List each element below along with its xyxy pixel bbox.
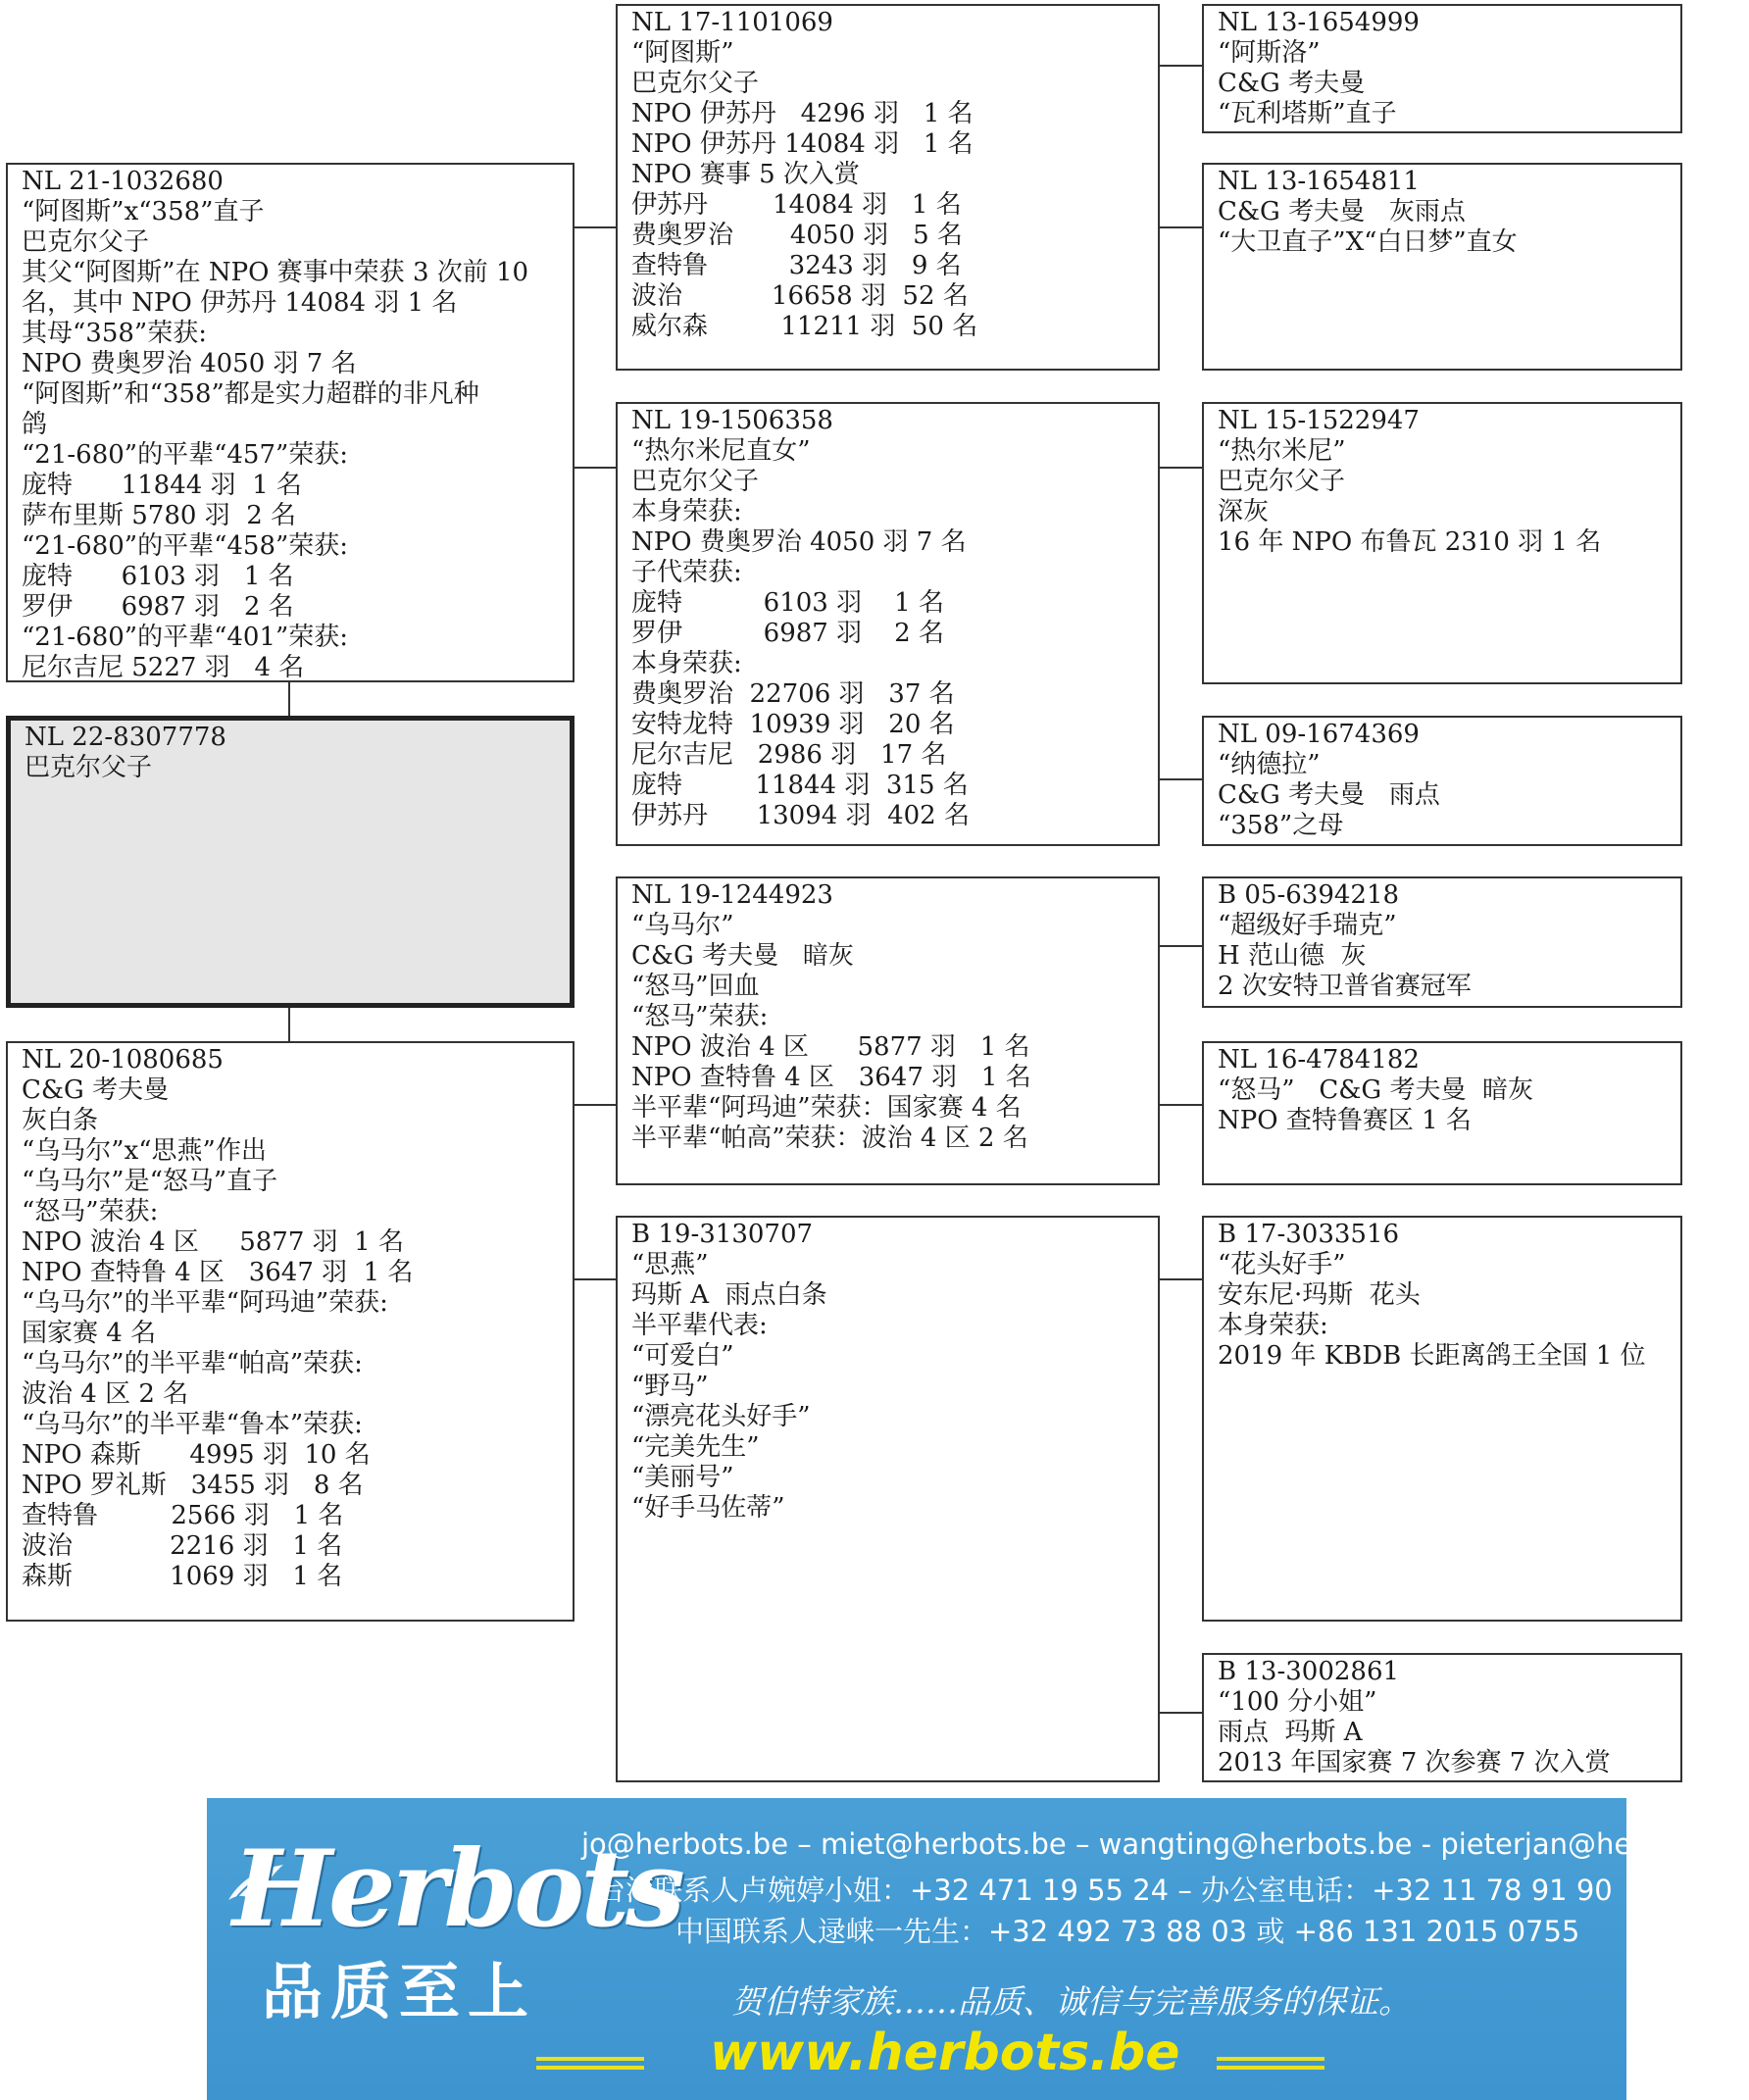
ggp-line: NL 13-1654999 bbox=[1218, 8, 1420, 37]
dam-line: C&G 考夫曼 bbox=[22, 1075, 170, 1105]
ggp-line: C&G 考夫曼 灰雨点 bbox=[1218, 197, 1466, 226]
ggp-line: B 17-3033516 bbox=[1218, 1220, 1400, 1249]
logo-wordmark: Herbots bbox=[232, 1827, 681, 1951]
sire-line: “阿图斯”和“358”都是实力超群的非凡种 bbox=[22, 379, 479, 409]
ggp-line: NPO 查特鲁赛区 1 名 bbox=[1218, 1106, 1472, 1135]
ggp-line: “瓦利塔斯”直子 bbox=[1218, 99, 1397, 128]
ggp-line: B 05-6394218 bbox=[1218, 880, 1400, 910]
gp-line: 威尔森 11211 羽 50 名 bbox=[631, 312, 978, 341]
dam-line: “乌马尔”的半平辈“帕高”荣获: bbox=[22, 1349, 363, 1378]
gp-line: NL 19-1244923 bbox=[631, 880, 833, 910]
sire-line: “阿图斯”x“358”直子 bbox=[22, 197, 265, 226]
sire-line: “21-680”的平辈“457”荣获: bbox=[22, 440, 349, 470]
dam-line: “乌马尔”是“怒马”直子 bbox=[22, 1167, 278, 1196]
grandsire-paternal-card bbox=[616, 4, 1160, 371]
ggp-line: 雨点 玛斯 A bbox=[1218, 1718, 1363, 1747]
gp-line: 子代荣获: bbox=[631, 558, 742, 587]
gp-line: 波治 16658 羽 52 名 bbox=[631, 281, 969, 311]
ggp-card-6 bbox=[1202, 1041, 1682, 1185]
dam-line: 波治 2216 羽 1 名 bbox=[22, 1531, 343, 1561]
grandsire-maternal-card bbox=[616, 876, 1160, 1185]
gp-line: 半平辈“帕高”荣获：波治 4 区 2 名 bbox=[631, 1124, 1028, 1153]
ggp-line: “怒马” C&G 考夫曼 暗灰 bbox=[1218, 1075, 1533, 1105]
dam-line: NL 20-1080685 bbox=[22, 1045, 224, 1075]
ggp-line: “大卫直子”X“白日梦”直女 bbox=[1218, 227, 1518, 257]
decor-line-left-2 bbox=[536, 2066, 644, 2070]
subject-ring: NL 22-8307778 bbox=[25, 723, 226, 752]
ggp-card-2 bbox=[1202, 163, 1682, 371]
ggp-line: 深灰 bbox=[1218, 497, 1270, 526]
dam-line: 查特鲁 2566 羽 1 名 bbox=[22, 1501, 344, 1530]
sire-line: 其母“358”荣获: bbox=[22, 319, 207, 348]
gp-line: “热尔米尼直女” bbox=[631, 436, 811, 466]
ggp-line: “358”之母 bbox=[1218, 811, 1344, 840]
gp-line: “完美先生” bbox=[631, 1432, 760, 1462]
connector-gpss-top bbox=[1158, 65, 1204, 67]
connector-gpds-top bbox=[1158, 945, 1204, 947]
ggp-line: 安东尼·玛斯 花头 bbox=[1218, 1280, 1421, 1310]
sire-line: NL 21-1032680 bbox=[22, 167, 224, 196]
gp-line: “阿图斯” bbox=[631, 38, 734, 68]
gp-line: NL 19-1506358 bbox=[631, 406, 833, 435]
sire-line: 巴克尔父子 bbox=[22, 227, 150, 257]
ggp-line: NL 09-1674369 bbox=[1218, 720, 1420, 749]
gp-line: “思燕” bbox=[631, 1250, 709, 1279]
footer-banner bbox=[207, 1798, 1749, 2100]
subject-breeder: 巴克尔父子 bbox=[25, 753, 153, 782]
gp-line: “野马” bbox=[631, 1372, 709, 1401]
ggp-card-1 bbox=[1202, 4, 1682, 133]
gp-line: “可爱白” bbox=[631, 1341, 734, 1371]
dam-line: “乌马尔”的半平辈“鲁本”荣获: bbox=[22, 1410, 363, 1439]
gp-line: “怒马”回血 bbox=[631, 972, 760, 1001]
dam-line: “乌马尔”的半平辈“阿玛迪”荣获: bbox=[22, 1288, 388, 1318]
ggp-line: 2013 年国家赛 7 次参赛 7 次入赏 bbox=[1218, 1748, 1611, 1777]
ggp-card-8 bbox=[1202, 1653, 1682, 1782]
gp-line: 伊苏丹 13094 羽 402 名 bbox=[631, 801, 970, 830]
gp-line: 巴克尔父子 bbox=[631, 69, 760, 98]
ggp-line: “阿斯洛” bbox=[1218, 38, 1321, 68]
gp-line: 本身荣获: bbox=[631, 649, 742, 678]
gp-line: “好手马佐蒂” bbox=[631, 1493, 785, 1523]
dam-line: “怒马”荣获: bbox=[22, 1197, 159, 1226]
decor-line-right bbox=[1217, 2057, 1324, 2061]
connector-dam-gpds bbox=[573, 1104, 617, 1106]
sire-line: 其父“阿图斯”在 NPO 赛事中荣获 3 次前 10 bbox=[22, 258, 529, 287]
ggp-line: H 范山德 灰 bbox=[1218, 941, 1367, 971]
ggp-line: NL 13-1654811 bbox=[1218, 167, 1420, 196]
dam-line: NPO 罗礼斯 3455 羽 8 名 bbox=[22, 1471, 364, 1500]
gp-line: 安特龙特 10939 羽 20 名 bbox=[631, 710, 955, 739]
china-contact: 中国联系人逯崃一先生：+32 492 73 88 03 或 +86 131 2015 0755 bbox=[675, 1915, 1580, 1948]
connector-sire-subject bbox=[288, 682, 290, 716]
connector-gpdd-top bbox=[1158, 1278, 1204, 1280]
gp-line: 查特鲁 3243 羽 9 名 bbox=[631, 251, 962, 280]
gp-line: 伊苏丹 14084 羽 1 名 bbox=[631, 190, 962, 220]
ggp-card-7 bbox=[1202, 1216, 1682, 1622]
gp-line: 尼尔吉尼 2986 羽 17 名 bbox=[631, 740, 947, 770]
ggp-line: 16 年 NPO 布鲁瓦 2310 羽 1 名 bbox=[1218, 527, 1602, 557]
taiwan-contact: 台湾联系人卢婉婷小姐：+32 471 19 55 24 – 办公室电话：+32 11 78 91 90 bbox=[597, 1874, 1613, 1907]
dam-line: 波治 4 区 2 名 bbox=[22, 1379, 189, 1409]
sire-line: 萨布里斯 5780 羽 2 名 bbox=[22, 501, 297, 530]
ggp-line: 2019 年 KBDB 长距离鸽王全国 1 位 bbox=[1218, 1341, 1646, 1371]
gp-line: B 19-3130707 bbox=[631, 1220, 814, 1249]
slogan: 品质至上 bbox=[262, 1956, 537, 2027]
ggp-line: 巴克尔父子 bbox=[1218, 467, 1346, 496]
ggp-line: B 13-3002861 bbox=[1218, 1657, 1400, 1686]
subject-card bbox=[6, 716, 575, 1008]
ggp-line: “超级好手瑞克” bbox=[1218, 911, 1397, 940]
connector-dam-gpdd bbox=[573, 1278, 617, 1280]
dam-line: 灰白条 bbox=[22, 1106, 99, 1135]
ggp-line: NL 16-4784182 bbox=[1218, 1045, 1420, 1075]
connector-sire-gpsd bbox=[573, 467, 617, 469]
decor-line-right-2 bbox=[1217, 2066, 1324, 2070]
ggp-line: C&G 考夫曼 雨点 bbox=[1218, 780, 1440, 810]
ggp-line: NL 15-1522947 bbox=[1218, 406, 1420, 435]
connector-gpdd-bot bbox=[1158, 1712, 1204, 1714]
connector-gpss-bot bbox=[1158, 226, 1204, 228]
gp-line: 巴克尔父子 bbox=[631, 467, 760, 496]
ggp-line: 2 次安特卫普省赛冠军 bbox=[1218, 972, 1472, 1001]
gp-line: NPO 波治 4 区 5877 羽 1 名 bbox=[631, 1032, 1030, 1062]
sire-line: 庞特 11844 羽 1 名 bbox=[22, 471, 302, 500]
sire-line: 尼尔吉尼 5227 羽 4 名 bbox=[22, 653, 305, 682]
gp-line: “漂亮花头好手” bbox=[631, 1402, 811, 1431]
gp-line: NPO 赛事 5 次入赏 bbox=[631, 160, 860, 189]
gp-line: NPO 费奥罗治 4050 羽 7 名 bbox=[631, 527, 967, 557]
gp-line: 半平辈代表: bbox=[631, 1311, 768, 1340]
gp-line: 费奥罗治 4050 羽 5 名 bbox=[631, 221, 963, 250]
granddam-paternal-card bbox=[616, 402, 1160, 846]
connector-gpsd-top bbox=[1158, 467, 1204, 469]
sire-line: “21-680”的平辈“401”荣获: bbox=[22, 623, 349, 652]
sire-card bbox=[6, 163, 575, 682]
dam-line: “乌马尔”x“思燕”作出 bbox=[22, 1136, 267, 1166]
decor-line-left bbox=[536, 2057, 644, 2061]
ggp-card-3 bbox=[1202, 402, 1682, 684]
dam-card bbox=[6, 1041, 575, 1622]
ggp-line: “花头好手” bbox=[1218, 1250, 1346, 1279]
gp-line: 庞特 6103 羽 1 名 bbox=[631, 588, 944, 618]
ggp-line: “热尔米尼” bbox=[1218, 436, 1346, 466]
dam-line: NPO 查特鲁 4 区 3647 羽 1 名 bbox=[22, 1258, 414, 1287]
sire-line: “21-680”的平辈“458”荣获: bbox=[22, 531, 349, 561]
ggp-card-5 bbox=[1202, 876, 1682, 1008]
connector-subject-dam bbox=[288, 1008, 290, 1041]
sire-line: NPO 费奥罗治 4050 羽 7 名 bbox=[22, 349, 357, 378]
ggp-line: “纳德拉” bbox=[1218, 750, 1321, 779]
ggp-card-4 bbox=[1202, 716, 1682, 846]
dam-line: NPO 波治 4 区 5877 羽 1 名 bbox=[22, 1227, 404, 1257]
contact-emails[interactable]: jo@herbots.be – miet@herbots.be – wangting@herbots.be - pieterjan@herbots.be bbox=[581, 1827, 1749, 1861]
connector-gpds-bot bbox=[1158, 1104, 1204, 1106]
gp-line: 玛斯 A 雨点白条 bbox=[631, 1280, 827, 1310]
sire-line: 名，其中 NPO 伊苏丹 14084 羽 1 名 bbox=[22, 288, 458, 318]
gp-line: NPO 伊苏丹 4296 羽 1 名 bbox=[631, 99, 974, 128]
gp-line: NPO 查特鲁 4 区 3647 羽 1 名 bbox=[631, 1063, 1031, 1092]
ggp-line: C&G 考夫曼 bbox=[1218, 69, 1366, 98]
ggp-line: 本身荣获: bbox=[1218, 1311, 1328, 1340]
gp-line: 罗伊 6987 羽 2 名 bbox=[631, 619, 944, 648]
connector-sire-gpss bbox=[573, 226, 617, 228]
connector-gpsd-bot bbox=[1158, 778, 1204, 780]
gp-line: 庞特 11844 羽 315 名 bbox=[631, 771, 969, 800]
granddam-maternal-card bbox=[616, 1216, 1160, 1782]
dam-line: 国家赛 4 名 bbox=[22, 1319, 157, 1348]
ggp-line: “100 分小姐” bbox=[1218, 1687, 1377, 1717]
gp-line: 半平辈“阿玛迪”荣获：国家赛 4 名 bbox=[631, 1093, 1022, 1123]
dam-line: NPO 森斯 4995 羽 10 名 bbox=[22, 1440, 371, 1470]
gp-line: NL 17-1101069 bbox=[631, 8, 833, 37]
gp-line: “怒马”荣获: bbox=[631, 1002, 769, 1031]
tagline: 贺伯特家族……品质、诚信与完善服务的保证。 bbox=[731, 1982, 1411, 2021]
dam-line: 森斯 1069 羽 1 名 bbox=[22, 1562, 343, 1591]
gp-line: C&G 考夫曼 暗灰 bbox=[631, 941, 854, 971]
sire-line: 庞特 6103 羽 1 名 bbox=[22, 562, 294, 591]
website-link[interactable]: www.herbots.be bbox=[710, 2024, 1180, 2082]
gp-line: 本身荣获: bbox=[631, 497, 742, 526]
sire-line: 罗伊 6987 羽 2 名 bbox=[22, 592, 294, 622]
gp-line: 费奥罗治 22706 羽 37 名 bbox=[631, 679, 955, 709]
gp-line: NPO 伊苏丹 14084 羽 1 名 bbox=[631, 129, 974, 159]
gp-line: “美丽号” bbox=[631, 1463, 734, 1492]
gp-line: “乌马尔” bbox=[631, 911, 734, 940]
sire-line: 鸽 bbox=[22, 410, 48, 439]
